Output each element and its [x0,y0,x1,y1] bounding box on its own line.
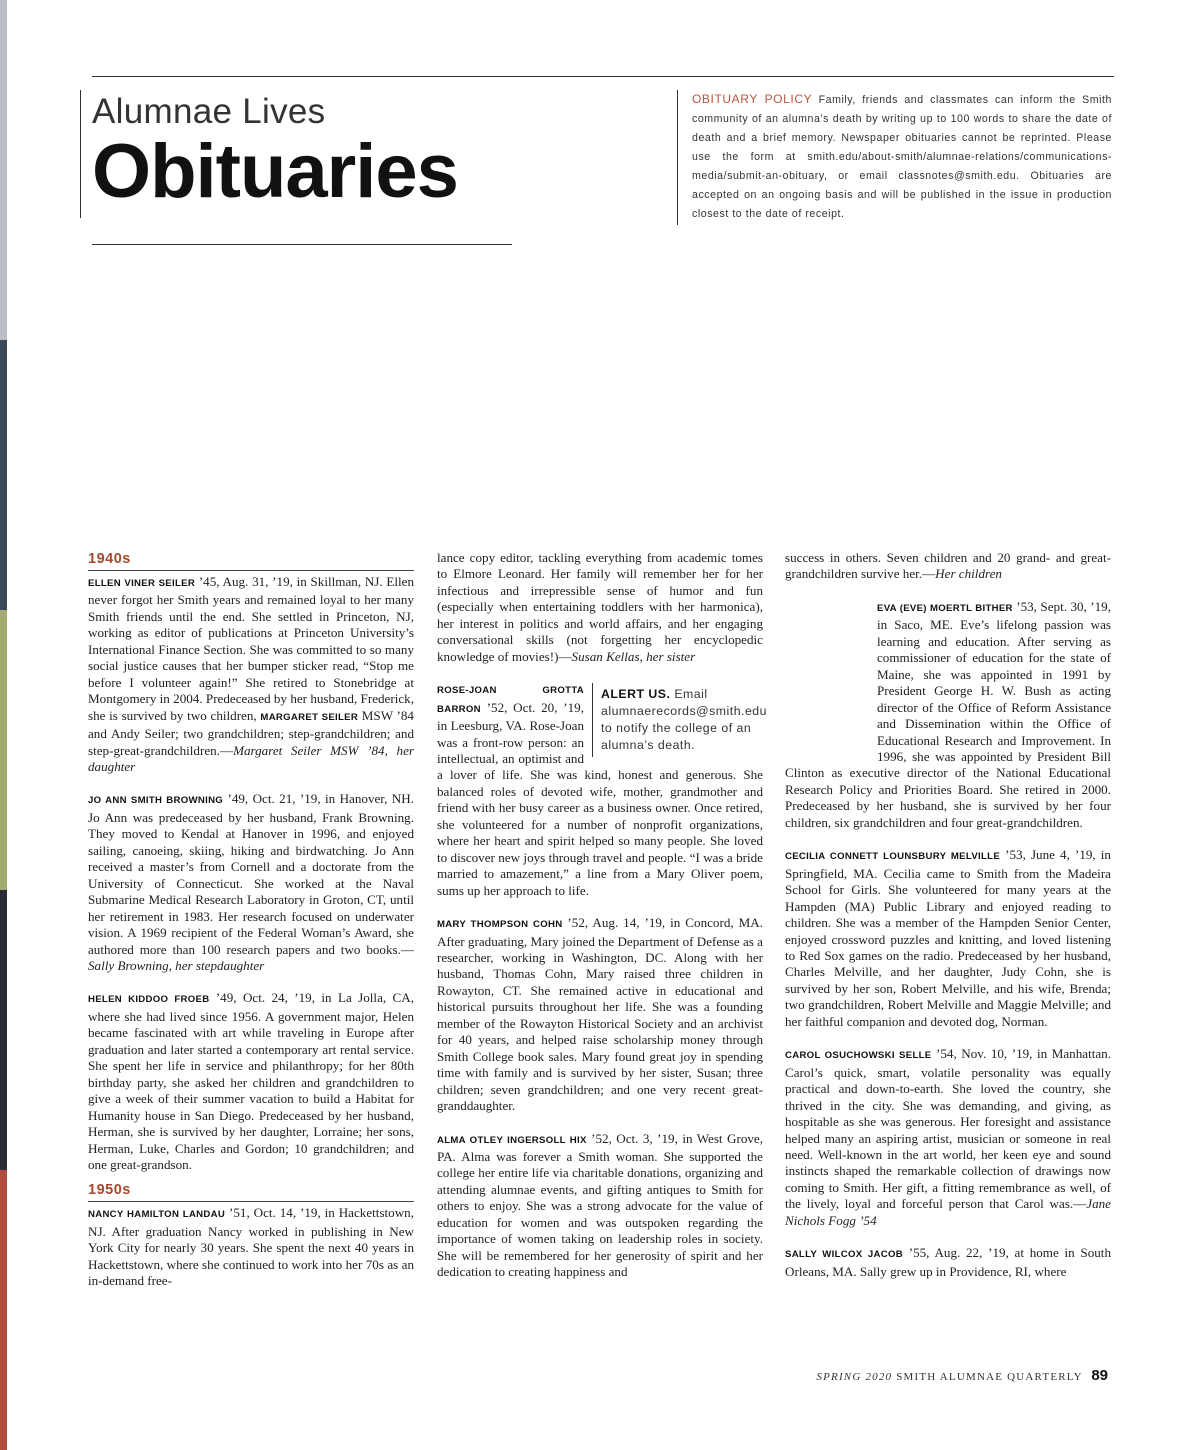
footer-publication: SMITH ALUMNAE QUARTERLY [896,1371,1083,1383]
obituary-entry [437,681,767,899]
obituary-text: lance copy editor, tackling everything from academic tomes to Elmore Leonard. Her family will remember her for her infectious and irrepressible sense of humor and fun (especially when entertaining toddlers with her harmonica), her interest in politics and world affairs, and her engaging conversational skills (not forgetting her encyclopedic knowledge of movies!)— [437,550,763,664]
obituary-entry [88,574,414,775]
obituary-signature: Jane Nichols Fogg ’54 [785,1196,1111,1228]
top-rule [92,76,1114,77]
page-footer [816,1367,1108,1384]
alert-text: Email alumnaerecords@smith.edu to notify the college of an alumna’s death. [601,687,767,753]
policy-divider [677,90,678,225]
obituary-name: ALMA OTLEY INGERSOLL HIX [437,1134,587,1146]
obituary-name: ELLEN VINER SEILER [88,578,196,589]
column-1 [88,550,414,1306]
obituary-text: ’53, June 4, ’19, in Springfield, MA. Cecilia came to Smith from the Madeira School for Girls. She volunteered for many years at the Hampden (MA) Public Library and enjoyed reading to children. She was a member of the Hampden Senior Center, enjoyed crossword puzzles and knitting, and loved listening to Red Sox games on the radio. Predeceased by her husband, Charles Melville, and her daughter, Judy Cohn, she is survived by her son, Robert Melville, and his wife, Brenda; two grandchildren, Robert Melville and Maggie Melville; and her faithful companion and devoted dog, Norman. [785,847,1111,1029]
obituary-text: ’52, Oct. 3, ’19, in West Grove, PA. Alma was forever a Smith woman. She supported the college her entire life via charitable donations, organizing and attending alumnae events, and gifting antiques to Smith for others to enjoy. She was a strong advocate for the value of education for women and was outspoken regarding the importance of women taking on leadership roles in society. She will be remembered for her generosity of spirit and her dedication to creating happiness and [437,1130,764,1280]
obituary-signature: Margaret Seiler MSW ’84, her daughter [88,742,414,774]
obituary-entry [88,990,414,1173]
obituary-name: EVA (EVE) MOERTL BITHER [877,602,1013,614]
column-2 [437,550,767,1297]
alert-heading: ALERT US. [601,687,671,702]
policy-heading: OBITUARY POLICY [692,92,813,106]
obituary-text: ’51, Oct. 14, ’19, in Hackettstown, NJ. After graduation Nancy worked in publishing in New York City for nearly 30 years. She spent the next 40 years in Hackettstown, where she continued to work into her 70s as an in-demand free- [88,1205,414,1289]
column-3 [785,550,1111,1296]
page-number: 89 [1091,1367,1108,1384]
edge-color-bar [0,610,7,890]
obituary-name: CAROL OSUCHOWSKI SELLE [785,1050,932,1062]
edge-color-bar [0,0,7,340]
obituary-text: ’49, Oct. 24, ’19, in La Jolla, CA, where she had lived since 1956. A government major, Helen became fascinated with art while traveling in Europe after graduation and later started a contemporary art rental service. She spent her life in service and philanthropy; for her 80th birthday party, she asked her children and grandchildren to give a week of their summer vacation to build a Habitat for Humanity house in San Diego. Predeceased by her husband, Herman, she is survived by her daughter, Lorraine; her sons, Herman, Luke, Charles and Gordon; 10 grandchildren; and one great-grandson. [88,990,414,1172]
obituary-name: MARY THOMPSON COHN [437,919,563,931]
obituary-text: ’52, Aug. 14, ’19, in Concord, MA. After graduating, Mary joined the Department of Defense as a researcher, working in Washington, DC. Along with her husband, Thomas Cohn, Mary raised three children in Rowayton, CT. She remained active in educational and historical pursuits throughout her life. She was a founding member of the Rowayton Historical Society and an archivist for 40 years, and helped raise scholarship money through Smith College book sales. Mary found great joy in spending time with family and is survived by her sister, Susan; three children; seven grandchildren; and one very recent great-granddaughter. [437,915,763,1114]
obituary-text: ’49, Oct. 21, ’19, in Hanover, NH. Jo Ann was predeceased by her husband, Frank Browning. They moved to Kendal at Hanover in 1996, and enjoyed sailing, canoeing, skiing, hiking and birdwatching. Jo Ann received a master’s from Cornell and a doctorate from the University of Connecticut. She worked at the Naval Submarine Medical Research Laboratory in Groton, CT, until her retirement in 1983. Her research focused on underwater vision. A 1969 recipient of the Federal Woman’s Award, she authored more than 100 research papers and two books.— [88,791,414,957]
obituary-text: ’55, Aug. 22, ’19, at home in South Orleans, MA. Sally grew up in Providence, RI, where [785,1245,1111,1279]
obituary-entry [785,1046,1111,1229]
obituary-text: ’53, Sept. 30, ’19, in Saco, ME. Eve’s lifelong passion was learning and education. After serving as commissioner of education for the state of Maine, she was appointed in 1991 by President George H. W. Bush as acting director of the Office of Reform Assistance and Dissemination within the Office of Educational Research and Improvement. In 1996, she was appointed by President Bill Clinton as executive director of the National Educational Research Policy and Priorities Board. She retired in 2000. Predeceased by her husband, she is survived by her four children, six grandchildren and four great-grandchildren. [785,598,1112,830]
policy-text: Family, friends and classmates can inform the Smith community of an alumna’s death by writing up to 100 words to share the date of death and a brief memory. Newspaper obituaries cannot be reprinted. Please use the form at smith.edu/about-smith/alumnae-relations/communications-media/submit-an-obituary, or email classnotes@smith.edu. Obituaries are accepted on an ongoing basis and will be published in the issue in production closest to the date of receipt. [692,94,1112,220]
obituary-signature: Sally Browning, her stepdaughter [88,957,265,973]
obituary-text: success in others. Seven children and 20 grand- and great-grandchildren survive her.— [785,550,1111,582]
obituary-signature: Her children [935,566,1002,582]
alert-clearance [785,599,877,765]
obituary-entry [785,599,1111,831]
decade-heading-1950s: 1950s [88,1181,414,1202]
alert-box [592,683,771,757]
obituary-entry-continued [785,550,1111,583]
obituary-name: CECILIA CONNETT LOUNSBURY MELVILLE [785,851,1001,863]
obituary-entry [437,915,763,1114]
title-bottom-rule [92,244,512,245]
edge-color-bar [0,340,7,610]
obituary-signature: Susan Kellas, her sister [571,648,696,664]
obituary-entry [88,1205,414,1289]
page-title: Obituaries [92,129,458,214]
obituary-policy [692,90,1112,224]
title-divider [80,90,81,218]
obituary-text: MSW ’84 and Andy Seiler; two grandchildren; step-grandchildren; and step-great-grandchildren.— [88,707,414,758]
obituary-entry [437,1131,763,1281]
obituary-entry-continued [437,550,763,665]
obituary-name: NANCY HAMILTON LANDAU [88,1209,226,1221]
edge-color-bar [0,890,7,1170]
obituary-name: JO ANN SMITH BROWNING [88,795,224,807]
obituary-text: ’45, Aug. 31, ’19, in Skillman, NJ. Ellen never forgot her Smith years and remained loyal to her many Smith friends until the end. She settled in Princeton, NJ, working as editor of publications at Princeton University’s International Finance Section. She was committed to so many social justice causes that her bumper sticker read, “Stop me before I volunteer again!” She retired to Stonebridge at Montgomery in 2004. Predeceased by her husband, Frederick, she is survived by two children, [88,574,414,723]
obituary-entry [785,847,1111,1030]
obituary-name: SALLY WILCOX JACOB [785,1249,903,1261]
obituary-name: MARGARET SEILER [260,711,359,723]
obituary-entry [88,791,414,974]
obituary-name: ROSE-JOAN GROTTA BARRON [437,685,584,715]
obituary-name: HELEN KIDDOO FROEB [88,994,210,1006]
edge-color-bar [0,1170,7,1450]
section-label: Alumnae Lives [92,92,326,131]
footer-season: SPRING 2020 [816,1371,893,1383]
obituary-text: ’52, Oct. 20, ’19, in Leesburg, VA. Rose-Joan was a front-row person: an intellectual, an optimist and a lover of life. She was kind, honest and generous. She balanced roles of devoted wife, mother, grandmother and friend with her busy career as a business owner. Once retired, she volunteered for a number of nonprofit organizations, where her heart and spirit helped so many people. She loved to discover new joys through travel and people. “I was a bride married to amazement,” a line from a Mary Oliver poem, sums up her approach to life. [437,699,763,898]
obituary-entry [785,1245,1111,1280]
decade-heading-1940s: 1940s [88,550,414,571]
obituary-text: ’54, Nov. 10, ’19, in Manhattan. Carol’s quick, smart, volatile personality was equally practical and down-to-earth. She loved the country, she thrived in the city. She was demanding, and giving, as hospitable as she was generous. Her foresight and assistance helped many an aspiring artist, musician or someone in real need. Well-known in the art world, her keen eye and sound instincts shaped the remarkable collection of drawings now coming to Smith. Her gift, a fitting remembrance as well, of the lively, loyal and forceful person that Carol was.— [785,1046,1111,1212]
